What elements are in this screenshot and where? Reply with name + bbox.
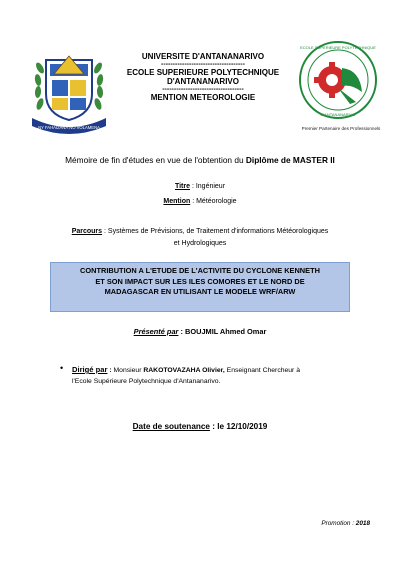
mention-heading: MENTION METEOROLOGIE [150, 93, 256, 102]
dirige-prefix: Monsieur [113, 367, 144, 374]
parcours-sep: : [102, 228, 108, 235]
divider: ----------------------------------- [162, 86, 244, 93]
thesis-title-line2: ET SON IMPACT SUR LES ILES COMORES ET LE NORD DE [95, 276, 305, 286]
presente-sep: : [178, 327, 186, 336]
mention-sep: : [190, 198, 197, 205]
university-seal-icon [30, 48, 108, 134]
svg-text:NY FAHAIZANA NO VOLAMENA: NY FAHAIZANA NO VOLAMENA [38, 125, 100, 130]
parcours-label: Parcours [71, 228, 103, 235]
divider: ------------------------------------ [161, 61, 245, 68]
polytechnic-caption: Premier Partenaire des Professionnels [301, 126, 381, 131]
promotion-row [290, 520, 370, 527]
svg-text:D'ANTANANARIVO: D'ANTANANARIVO [320, 112, 356, 117]
parcours-value-line1: Systèmes de Prévisions, de Traitement d'informations Météorologiques [107, 228, 329, 235]
promotion-value: 2018 [355, 520, 370, 527]
presente-row [20, 327, 380, 336]
titre-row [20, 183, 380, 190]
titre-label: Titre [174, 183, 190, 190]
soutenance-row [20, 422, 380, 431]
bullet-icon: • [60, 363, 64, 373]
dirige-role: Enseignant Chercheur à [224, 367, 300, 374]
mention-row [20, 198, 380, 205]
memoire-prefix: Mémoire de fin d'études en vue de l'obtention du [65, 155, 246, 165]
dirige-line2: l'Ecole Supérieure Polytechnique d'Antananarivo. [72, 378, 221, 385]
dirige-name: RAKOTOVAZAHA Olivier, [143, 367, 225, 374]
dirige-block [72, 364, 382, 387]
mention-value: Météorologie [196, 198, 237, 205]
parcours-value-line2: et Hydrologiques [173, 240, 227, 247]
header-block [110, 52, 296, 102]
soutenance-label: Date de soutenance [132, 422, 210, 431]
svg-text:ECOLE SUPERIEURE POLYTECHNIQUE: ECOLE SUPERIEURE POLYTECHNIQUE [300, 45, 376, 50]
promotion-sep: : [350, 520, 356, 527]
thesis-title-line1: CONTRIBUTION A L'ETUDE DE L'ACTIVITE DU CYCLONE KENNETH [80, 266, 320, 275]
presente-value: BOUJMIL Ahmed Omar [185, 327, 267, 336]
dirige-sep: : [107, 367, 114, 374]
thesis-title-box [50, 262, 350, 312]
thesis-title-line3: MADAGASCAR EN UTILISANT LE MODELE WRF/ARW [104, 287, 296, 296]
polytechnic-gear-logo-icon [298, 40, 378, 120]
soutenance-sep: : [209, 422, 218, 431]
memoire-line [20, 155, 380, 165]
school-name-line2: D'ANTANANARIVO [167, 77, 239, 86]
mention-label: Mention [163, 198, 191, 205]
parcours-row [20, 226, 380, 250]
presente-label: Présenté par [133, 327, 179, 336]
university-name: UNIVERSITE D'ANTANANARIVO [141, 52, 265, 61]
dirige-label: Dirigé par [72, 365, 108, 374]
degree: Diplôme de MASTER II [245, 155, 335, 165]
school-name-line1: ECOLE SUPERIEURE POLYTECHNIQUE [126, 68, 280, 77]
titre-sep: : [190, 183, 196, 190]
promotion-label: Promotion [321, 520, 351, 527]
titre-value: Ingénieur [195, 183, 226, 190]
soutenance-value: le 12/10/2019 [217, 422, 268, 431]
